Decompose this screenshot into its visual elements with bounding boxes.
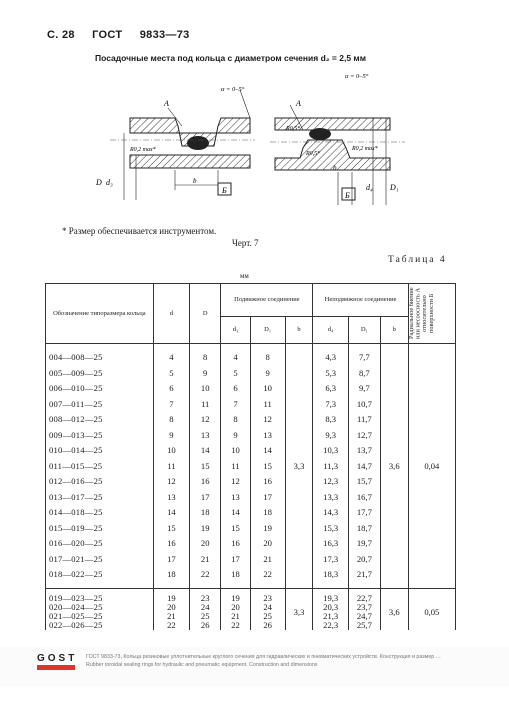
designation-cell: 015—019—25 — [46, 520, 154, 536]
gost-expert-logo: GOST — [37, 653, 75, 670]
d3-cell: 4 — [221, 350, 250, 366]
d4-cell: 10,3 — [313, 443, 348, 459]
dim-d4-right: d₄ — [366, 183, 373, 192]
D-cell: 25 — [190, 612, 221, 621]
D-cell: 11 — [190, 396, 221, 412]
D1-cell: 18 — [250, 505, 285, 521]
b-movable-cell: 3,3 — [285, 594, 313, 630]
d3-cell: 15 — [221, 520, 250, 536]
d3-cell: 8 — [221, 412, 250, 428]
designation-cell: 014—018—25 — [46, 505, 154, 521]
footer-line-1: ГОСТ 9833-73, Кольца резиновые уплотнительные круглого сечения для гидравлических и пневматических устройств. Конструкция и размер … — [86, 654, 441, 660]
D1-cell: 23 — [250, 594, 285, 603]
dim-b-right: b — [333, 164, 337, 172]
dim-d3-left: d₃ — [106, 178, 113, 187]
figure-caption: Черт. 7 — [232, 238, 259, 248]
d3-cell: 12 — [221, 474, 250, 490]
d3-cell: 6 — [221, 381, 250, 397]
d3-cell: 9 — [221, 427, 250, 443]
d4-cell: 8,3 — [313, 412, 348, 428]
D1-fixed-cell: 20,7 — [348, 551, 380, 567]
D-cell: 16 — [190, 474, 221, 490]
label-a-left: А — [164, 99, 169, 108]
label-b-left: Б — [222, 186, 227, 195]
d-cell: 19 — [153, 594, 189, 603]
D1-fixed-cell: 12,7 — [348, 427, 380, 443]
logo-bar — [37, 665, 75, 670]
designation-cell: 010—014—25 — [46, 443, 154, 459]
D-cell: 22 — [190, 567, 221, 583]
d3-cell: 19 — [221, 594, 250, 603]
sub-b2: b — [380, 317, 408, 344]
D1-fixed-cell: 23,7 — [348, 603, 380, 612]
designation-cell: 009—013—25 — [46, 427, 154, 443]
d3-cell: 18 — [221, 567, 250, 583]
col-eccentricity: Радиальное биение или несоосность А относительно поверхности Б — [408, 284, 455, 344]
table-title: Таблица 4 — [388, 255, 447, 265]
sub-d4: d₄ — [313, 317, 348, 344]
D-cell: 21 — [190, 551, 221, 567]
designation-cell: 012—016—25 — [46, 474, 154, 490]
d3-cell: 7 — [221, 396, 250, 412]
d-cell: 18 — [153, 567, 189, 583]
r-right: R0,5* — [306, 151, 321, 157]
b-movable-cell: 3,3 — [285, 350, 313, 583]
D1-fixed-cell: 21,7 — [348, 567, 380, 583]
d-cell: 9 — [153, 427, 189, 443]
D-cell: 15 — [190, 458, 221, 474]
eccentricity-cell: 0,04 — [408, 350, 455, 583]
page-header — [47, 29, 204, 41]
d4-cell: 17,3 — [313, 551, 348, 567]
rough-left: R0,2 max* — [130, 147, 156, 153]
d3-cell: 13 — [221, 489, 250, 505]
right-section — [270, 105, 405, 205]
designation-cell: 013—017—25 — [46, 489, 154, 505]
grp-movable: Подвижное соединение — [221, 284, 313, 317]
grp-fixed: Неподвижное соединение — [313, 284, 408, 317]
D1-cell: 25 — [250, 612, 285, 621]
D1-fixed-cell: 15,7 — [348, 474, 380, 490]
d3-cell: 11 — [221, 458, 250, 474]
sub-d3: d₃ — [221, 317, 250, 344]
d-cell: 6 — [153, 381, 189, 397]
left-section — [110, 90, 255, 200]
D1-cell: 11 — [250, 396, 285, 412]
d4-cell: 15,3 — [313, 520, 348, 536]
footnote: * Размер обеспечивается инструментом. — [62, 226, 217, 236]
d4-cell: 9,3 — [313, 427, 348, 443]
designation-cell: 004—008—25 — [46, 350, 154, 366]
d3-cell: 14 — [221, 505, 250, 521]
table-unit: мм — [240, 272, 249, 280]
d-cell: 20 — [153, 603, 189, 612]
d-cell: 14 — [153, 505, 189, 521]
d-cell: 10 — [153, 443, 189, 459]
d4-cell: 21,3 — [313, 612, 348, 621]
D1-fixed-cell: 18,7 — [348, 520, 380, 536]
D1-fixed-cell: 9,7 — [348, 381, 380, 397]
d4-cell: 18,3 — [313, 567, 348, 583]
r-left-small: R0,5* — [286, 126, 301, 132]
d-cell: 15 — [153, 520, 189, 536]
designation-cell: 017—021—25 — [46, 551, 154, 567]
section-title: Посадочные места под кольца с диаметром сечения d₂ = 2,5 мм — [95, 53, 366, 63]
d4-cell: 13,3 — [313, 489, 348, 505]
designation-cell: 008—012—25 — [46, 412, 154, 428]
D1-cell: 24 — [250, 603, 285, 612]
d4-cell: 5,3 — [313, 365, 348, 381]
table-row — [46, 350, 456, 366]
d3-cell: 20 — [221, 603, 250, 612]
D1-cell: 15 — [250, 458, 285, 474]
d-cell: 11 — [153, 458, 189, 474]
d3-cell: 16 — [221, 536, 250, 552]
D-cell: 23 — [190, 594, 221, 603]
D1-fixed-cell: 16,7 — [348, 489, 380, 505]
d4-cell: 6,3 — [313, 381, 348, 397]
col-D: D — [190, 284, 221, 344]
technical-drawing — [90, 70, 420, 215]
b-fixed-cell: 3,6 — [380, 350, 408, 583]
D1-fixed-cell: 8,7 — [348, 365, 380, 381]
sub-D1b: D₁ — [348, 317, 380, 344]
D1-cell: 8 — [250, 350, 285, 366]
D1-cell: 10 — [250, 381, 285, 397]
dim-b-left: b — [193, 177, 197, 185]
designation-cell: 019—023—25 — [46, 594, 154, 603]
footer-text — [86, 654, 496, 670]
D-cell: 14 — [190, 443, 221, 459]
d-cell: 17 — [153, 551, 189, 567]
angle-label-right: α = 0–5° — [345, 73, 369, 80]
d3-cell: 17 — [221, 551, 250, 567]
D1-fixed-cell: 19,7 — [348, 536, 380, 552]
d3-cell: 10 — [221, 443, 250, 459]
page-number: С. 28 — [47, 29, 75, 41]
sub-D1: D₁ — [250, 317, 285, 344]
D1-cell: 17 — [250, 489, 285, 505]
rough-right: R0,2 max* — [352, 146, 378, 152]
dim-d1-right: D₁ — [390, 183, 399, 192]
D-cell: 12 — [190, 412, 221, 428]
angle-label-left: α = 0–5° — [221, 86, 245, 93]
D-cell: 13 — [190, 427, 221, 443]
D-cell: 19 — [190, 520, 221, 536]
designation-cell: 022—026—25 — [46, 621, 154, 630]
d4-cell: 16,3 — [313, 536, 348, 552]
col-d: d — [153, 284, 189, 344]
b-fixed-cell: 3,6 — [380, 594, 408, 630]
designation-cell: 011—015—25 — [46, 458, 154, 474]
D1-cell: 16 — [250, 474, 285, 490]
table-body — [46, 344, 456, 631]
designation-cell: 016—020—25 — [46, 536, 154, 552]
d-cell: 12 — [153, 474, 189, 490]
d-cell: 7 — [153, 396, 189, 412]
D1-cell: 21 — [250, 551, 285, 567]
d3-cell: 5 — [221, 365, 250, 381]
d4-cell: 4,3 — [313, 350, 348, 366]
designation-cell: 020—024—25 — [46, 603, 154, 612]
D1-cell: 13 — [250, 427, 285, 443]
d-cell: 8 — [153, 412, 189, 428]
d4-cell: 11,3 — [313, 458, 348, 474]
d-cell: 13 — [153, 489, 189, 505]
designation-cell: 007—011—25 — [46, 396, 154, 412]
d4-cell: 19,3 — [313, 594, 348, 603]
label-b-right: Б — [345, 191, 350, 200]
D-cell: 10 — [190, 381, 221, 397]
designation-cell: 005—009—25 — [46, 365, 154, 381]
d4-cell: 7,3 — [313, 396, 348, 412]
D1-cell: 9 — [250, 365, 285, 381]
designation-cell: 021—025—25 — [46, 612, 154, 621]
sub-b1: b — [285, 317, 313, 344]
D1-fixed-cell: 14,7 — [348, 458, 380, 474]
dim-d-left: D — [96, 178, 102, 187]
D1-fixed-cell: 7,7 — [348, 350, 380, 366]
footer-bar — [0, 647, 509, 687]
D-cell: 26 — [190, 621, 221, 630]
D1-cell: 14 — [250, 443, 285, 459]
d-cell: 5 — [153, 365, 189, 381]
gost-label: ГОСТ — [92, 29, 123, 41]
eccentricity-cell: 0,05 — [408, 594, 455, 630]
D1-fixed-cell: 25,7 — [348, 621, 380, 630]
D-cell: 17 — [190, 489, 221, 505]
d-cell: 16 — [153, 536, 189, 552]
D1-fixed-cell: 24,7 — [348, 612, 380, 621]
d4-cell: 14,3 — [313, 505, 348, 521]
d3-cell: 21 — [221, 612, 250, 621]
d3-cell: 22 — [221, 621, 250, 630]
designation-cell: 018—022—25 — [46, 567, 154, 583]
D-cell: 8 — [190, 350, 221, 366]
D1-fixed-cell: 11,7 — [348, 412, 380, 428]
D1-fixed-cell: 13,7 — [348, 443, 380, 459]
d4-cell: 12,3 — [313, 474, 348, 490]
d4-cell: 20,3 — [313, 603, 348, 612]
D1-cell: 26 — [250, 621, 285, 630]
gost-number: 9833—73 — [139, 29, 190, 41]
d-cell: 4 — [153, 350, 189, 366]
label-a-right: А — [296, 99, 301, 108]
D-cell: 24 — [190, 603, 221, 612]
D1-cell: 20 — [250, 536, 285, 552]
footer-line-2: Rubber toroidal sealing rings for hydraulic and pneumatic equipment. Construction and dimensions — [86, 661, 318, 668]
col-designation: Обозначение типоразмера кольца — [46, 284, 154, 344]
d-cell: 22 — [153, 621, 189, 630]
dimensions-table — [45, 283, 456, 630]
designation-cell: 006—010—25 — [46, 381, 154, 397]
table-row — [46, 594, 456, 603]
d-cell: 21 — [153, 612, 189, 621]
D-cell: 9 — [190, 365, 221, 381]
D1-fixed-cell: 22,7 — [348, 594, 380, 603]
D1-cell: 22 — [250, 567, 285, 583]
D1-cell: 19 — [250, 520, 285, 536]
D1-cell: 12 — [250, 412, 285, 428]
d4-cell: 22,3 — [313, 621, 348, 630]
D-cell: 18 — [190, 505, 221, 521]
D-cell: 20 — [190, 536, 221, 552]
D1-fixed-cell: 10,7 — [348, 396, 380, 412]
D1-fixed-cell: 17,7 — [348, 505, 380, 521]
